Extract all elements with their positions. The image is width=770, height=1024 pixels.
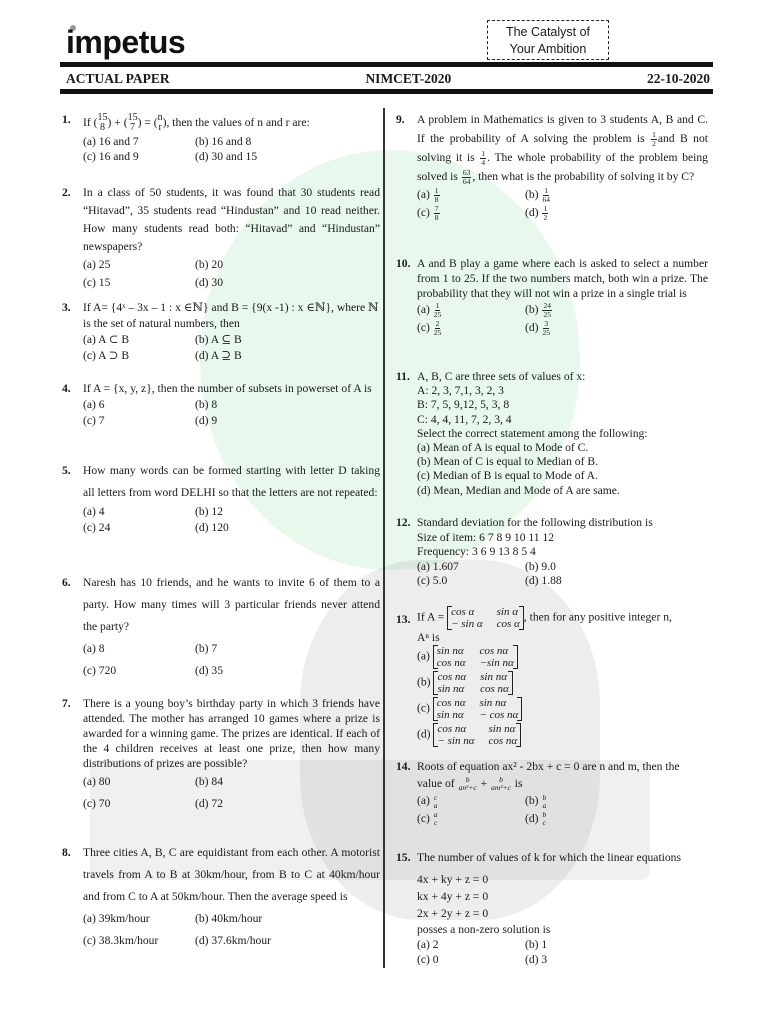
data-line: Size of item: 6 7 8 9 10 11 12 — [417, 530, 555, 544]
text: If — [83, 116, 91, 129]
option: (d) 3 — [525, 953, 548, 966]
question-number: 11. — [396, 370, 410, 383]
option: (b) 16 and 8 — [195, 135, 252, 148]
question-14: 14. Roots of equation ax² - 2bx + c = 0 are n and m, then the value of b an²+c + b am²+c is (a) c a (b) b a (c) a c (d) b c — [396, 758, 708, 827]
fraction: $\frac{1}{2}$ — [652, 129, 656, 148]
text: , then the values of n and r are: — [166, 116, 310, 129]
question-7 — [62, 696, 380, 815]
option: (c) 7 — [83, 414, 105, 427]
option: (c) $\frac{2}{25}$ — [417, 318, 442, 337]
option: (a) 2 — [417, 938, 439, 951]
question-4 — [62, 381, 380, 429]
exam-date: 22-10-2020 — [647, 71, 710, 86]
option: (a) 25 — [83, 258, 111, 271]
text: value of — [417, 777, 455, 790]
question-number: 1. — [62, 113, 71, 126]
question-number: 8. — [62, 846, 71, 859]
paper-header — [66, 71, 710, 87]
option: (c) a c — [417, 810, 438, 828]
option: (c) 38.3km/hour — [83, 934, 159, 947]
tagline-box — [487, 20, 609, 60]
option: (a) 80 — [83, 775, 111, 788]
option: (d) 37.6km/hour — [195, 934, 271, 947]
question-text: There is a young boy’s birthday party in which 3 friends have attended. The mother has arranged 10 games where a prize is awarded for a winning game. The prizes are identical. If each of the 4 children receives at least one prize, then how many distributions of prizes are possible? — [83, 697, 380, 770]
option: (d) 30 — [195, 276, 224, 289]
option: (d) A ⊇ B — [195, 349, 242, 362]
exam-name: NIMCET-2020 — [365, 71, 452, 86]
question-13 — [396, 606, 708, 749]
question-12 — [396, 516, 708, 589]
option: (d) 9 — [195, 414, 218, 427]
option: (c) 0 — [417, 953, 439, 966]
question-number: 3. — [62, 301, 71, 314]
text: and B not solving it is — [417, 132, 708, 164]
question-10 — [396, 256, 708, 337]
question-number: 14. — [396, 760, 411, 773]
tagline-line: The Catalyst of — [505, 25, 591, 39]
option: (d) Mean, Median and Mode of A are same. — [417, 483, 620, 497]
text: If A = — [417, 610, 445, 624]
question-number: 2. — [62, 186, 71, 199]
binomial: 15 8 — [97, 112, 108, 134]
question-11 — [396, 370, 708, 498]
question-text: If A= {4ˣ – 3x – 1 : x ∈ℕ} and B = {9(x -1) : x ∈ℕ}, where ℕ is the set of natural numbers, then — [83, 301, 379, 330]
question-3 — [62, 300, 380, 364]
matrix: cos α sin α − sin α cos α — [447, 606, 524, 630]
question-number: 5. — [62, 464, 71, 477]
question-2 — [62, 184, 380, 292]
option: (b) $\frac{1}{64}$ — [525, 185, 550, 204]
question-text: Naresh has 10 friends, and he wants to invite 6 of them to a party. How many times will 3 particular friends never attend the party? — [83, 576, 380, 633]
option: (b) 1 — [525, 938, 548, 951]
option: (a) A ⊂ B — [83, 333, 130, 346]
binomial: 15 7 — [127, 112, 138, 134]
question-number: 13. — [396, 613, 411, 626]
fraction: $\frac{1}{4}$ — [481, 148, 486, 167]
question-text: Standard deviation for the following distribution is — [417, 516, 653, 529]
question-1: 1. If ( 15 8 ) + ( 15 7 ) = ( n r ), then the values of n and r are: (a) 16 and 7 (b) 16 and 8 (c) 16 and 9 (d) 30 and 15 — [62, 112, 380, 164]
question-text: Three cities A, B, C are equidistant from each other. A motorist travels from A to B at 30km/hour, from B to C at 40km/hour and from C to A at 50km/hour. Then the average speed is — [83, 846, 380, 903]
header-rule — [60, 62, 713, 67]
option: (d) 120 — [195, 521, 229, 534]
option: (d) cos nα sin nα − sin nα cos nα — [417, 723, 708, 747]
text: Aⁿ is — [417, 631, 440, 644]
data-line: C: 4, 4, 11, 7, 2, 3, 4 — [417, 412, 512, 426]
option: (b) 8 — [195, 398, 218, 411]
option: (a) Mean of A is equal to Mode of C. — [417, 441, 589, 455]
question-text: A and B play a game where each is asked to select a number from 1 to 25. If the two numbers match, both win a prize. The probability that they will not win a prize in a single trial is — [417, 257, 708, 300]
question-number: 15. — [396, 851, 411, 864]
question-8 — [62, 842, 380, 952]
question-number: 4. — [62, 382, 71, 395]
question-5 — [62, 460, 380, 536]
option: (b) 12 — [195, 505, 224, 518]
question-text: The number of values of k for which the linear equations — [417, 851, 681, 864]
binomial: n r — [157, 112, 163, 134]
option: (a) 8 — [83, 642, 105, 655]
paper-type: ACTUAL PAPER — [66, 71, 170, 86]
option: (a) $\frac{1}{25}$ — [417, 300, 442, 319]
question-text: Select the correct statement among the following: — [417, 426, 648, 440]
question-number: 7. — [62, 697, 71, 710]
option: (a) 39km/hour — [83, 912, 150, 925]
option: (a) c a — [417, 792, 438, 810]
option: (b) $\frac{24}{25}$ — [525, 300, 551, 319]
question-text: How many words can be formed starting with letter D taking all letters from word DELHI so that the letters are not repeated: — [83, 464, 380, 499]
option: (c) Median of B is equal to Mode of A. — [417, 469, 598, 483]
text: A problem in Mathematics is given to 3 students A, B and C. If the probability of A solving the problem is — [417, 113, 708, 145]
data-line: A: 2, 3, 7,1, 3, 2, 3 — [417, 384, 504, 398]
question-number: 12. — [396, 516, 411, 529]
option: (a) 16 and 7 — [83, 135, 139, 148]
equation: kx + 4y + z = 0 — [417, 890, 489, 903]
option: (c) 70 — [83, 797, 111, 810]
header-rule — [60, 89, 713, 94]
option: (b) Mean of C is equal to Median of B. — [417, 455, 598, 469]
option: (b) 20 — [195, 258, 224, 271]
text: . The whole probability of the problem being solved is — [417, 151, 708, 183]
data-line: Frequency: 3 6 9 13 8 5 4 — [417, 545, 536, 558]
logo: impetus — [66, 24, 186, 60]
option: (a) 1.607 — [417, 559, 459, 573]
option: (d) 72 — [195, 797, 224, 810]
question-number: 10. — [396, 257, 411, 270]
option: (b) 40km/hour — [195, 912, 263, 925]
question-number: 6. — [62, 576, 71, 589]
data-line: B: 7, 5, 9,12, 5, 3, 8 — [417, 398, 510, 412]
option: (b) b a — [525, 792, 547, 810]
question-15 — [396, 850, 708, 966]
option: (c) cos nα sin nα sin nα − cos nα — [417, 697, 708, 721]
option: (d) 35 — [195, 664, 224, 677]
fraction: b an²+c — [458, 775, 477, 793]
option: (b) A ⊆ B — [195, 333, 242, 346]
column-divider — [383, 108, 385, 968]
fraction: b am²+c — [491, 775, 511, 793]
option: (c) A ⊃ B — [83, 349, 130, 362]
question-text: If A = {x, y, z}, then the number of subsets in powerset of A is — [83, 382, 372, 395]
option: (a) sin nα cos nα cos nα −sin nα — [417, 645, 708, 669]
text: , then what is the probability of solving it by C? — [472, 170, 695, 183]
option: (c) 5.0 — [417, 574, 448, 587]
option: (d) $\frac{1}{2}$ — [525, 203, 548, 222]
option: (c) 16 and 9 — [83, 150, 139, 163]
option: (b) 84 — [195, 775, 224, 788]
tagline-line: Your Ambition — [509, 42, 587, 56]
option: (b) 7 — [195, 642, 218, 655]
text: is — [514, 777, 523, 790]
option: (a) 4 — [83, 505, 105, 518]
option: (d) $\frac{3}{25}$ — [525, 318, 550, 337]
text: , then for any positive integer n, — [523, 610, 672, 624]
equation: 4x + ky + z = 0 — [417, 873, 489, 886]
question-6 — [62, 572, 380, 682]
question-text: A, B, C are three sets of values of x: — [417, 370, 586, 383]
option: (d) 1.88 — [525, 574, 562, 587]
fraction: $\frac{63}{64}$ — [462, 167, 471, 186]
option: (c) 24 — [83, 521, 111, 534]
equation: 2x + 2y + z = 0 — [417, 907, 489, 920]
question-number: 9. — [396, 113, 405, 126]
option: (d) b c — [525, 810, 547, 828]
option: (c) 15 — [83, 276, 111, 289]
option: (d) 30 and 15 — [195, 150, 258, 163]
option: (b) 9.0 — [525, 559, 556, 573]
question-text: In a class of 50 students, it was found that 30 students read “Hitavad”, 35 students read “Hindustan” and 10 read neither. How many students read both: “Hitavad” and “Hindustan” newspapers? — [83, 186, 380, 253]
option: (c) $\frac{7}{8}$ — [417, 203, 439, 222]
option: (c) 720 — [83, 664, 117, 677]
question-9 — [396, 110, 708, 222]
option: (a) 6 — [83, 398, 105, 411]
question-text: posses a non-zero solution is — [417, 923, 551, 936]
option: (a) $\frac{1}{8}$ — [417, 185, 439, 204]
option: (b) cos nα sin nα sin nα cos nα — [417, 671, 708, 695]
question-text: Roots of equation ax² - 2bx + c = 0 are n and m, then the — [417, 760, 680, 773]
